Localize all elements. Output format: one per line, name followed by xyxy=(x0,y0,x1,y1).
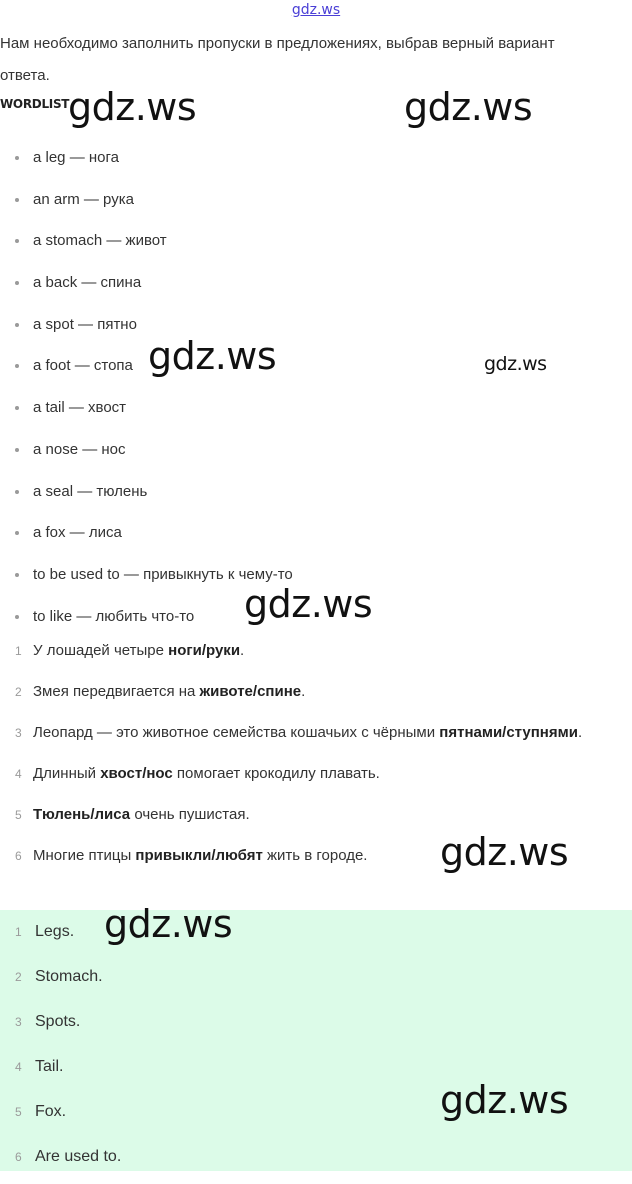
answer-item: 4 Tail. xyxy=(0,1049,632,1094)
bullet-icon xyxy=(15,198,19,202)
watermark: gdz.ws xyxy=(440,1078,569,1122)
task-item: 4 Длинный хвост/нос помогает крокодилу плавать. xyxy=(0,757,632,791)
task-number: 4 xyxy=(15,767,22,781)
answer-item: 3 Spots. xyxy=(0,1004,632,1049)
task-item: 1 У лошадей четыре ноги/руки. xyxy=(0,634,632,668)
task-options: привыкли/любят xyxy=(135,847,263,864)
task-item: 6 Многие птицы привыкли/любят жить в городе. xyxy=(0,839,632,873)
task-item: 2 Змея передвигается на животе/спине. xyxy=(0,675,632,709)
task-number: 6 xyxy=(15,849,22,863)
intro-text: Нам необходимо заполнить пропуски в предложениях, выбрав верный вариант ответа. xyxy=(0,35,555,84)
bullet-icon xyxy=(15,490,19,494)
answer-item: 1 Legs. xyxy=(0,914,632,959)
wordlist-item: a nose — нос xyxy=(0,433,293,475)
bullet-icon xyxy=(15,406,19,410)
wordlist-heading: WORDLIST xyxy=(0,97,70,111)
task-item: 3 Леопард — это животное семейства кошачьих с чёрными пятнами/ступнями. xyxy=(0,716,632,750)
watermark: gdz.ws xyxy=(484,353,547,375)
wordlist-item: a foot — стопа xyxy=(0,349,293,391)
task-options: животе/спине xyxy=(199,683,302,700)
task-options: ноги/руки xyxy=(168,642,241,659)
watermark: gdz.ws xyxy=(244,582,373,626)
wordlist-item: a seal — тюлень xyxy=(0,475,293,517)
watermark: gdz.ws xyxy=(404,85,533,129)
bullet-icon xyxy=(15,323,19,327)
bullet-icon xyxy=(15,364,19,368)
bullet-icon xyxy=(15,448,19,452)
task-options: хвост/нос xyxy=(100,765,173,782)
wordlist-item: a fox — лиса xyxy=(0,516,293,558)
answers-panel xyxy=(0,910,632,1171)
bullet-icon xyxy=(15,615,19,619)
bullet-icon xyxy=(15,239,19,243)
task-number: 2 xyxy=(15,685,22,699)
answer-number: 2 xyxy=(15,970,22,984)
answer-number: 3 xyxy=(15,1015,22,1029)
task-number: 1 xyxy=(15,644,22,658)
task-item: 5 Тюлень/лиса очень пушистая. xyxy=(0,798,632,832)
source-link[interactable]: gdz.ws xyxy=(291,2,341,18)
wordlist-item: to like — любить что-то xyxy=(0,600,293,642)
answer-number: 1 xyxy=(15,925,22,939)
watermark: gdz.ws xyxy=(68,85,197,129)
answer-number: 6 xyxy=(15,1150,22,1164)
answer-item: 5 Fox. xyxy=(0,1094,632,1139)
wordlist-item: a tail — хвост xyxy=(0,391,293,433)
bullet-icon xyxy=(15,156,19,160)
answer-number: 4 xyxy=(15,1060,22,1074)
answer-item: 6 Are used to. xyxy=(0,1139,632,1184)
bullet-icon xyxy=(15,573,19,577)
bullet-icon xyxy=(15,531,19,535)
task-options: пятнами/ступнями xyxy=(439,724,578,741)
task-options: Тюлень/лиса xyxy=(33,806,131,823)
wordlist-item: a spot — пятно xyxy=(0,308,293,350)
task-number: 3 xyxy=(15,726,22,740)
watermark: gdz.ws xyxy=(104,902,233,946)
wordlist-item: an arm — рука xyxy=(0,183,293,225)
wordlist-item: a leg — нога xyxy=(0,141,293,183)
task-number: 5 xyxy=(15,808,22,822)
bullet-icon xyxy=(15,281,19,285)
wordlist-item: a back — спина xyxy=(0,266,293,308)
wordlist-item: to be used to — привыкнуть к чему-то xyxy=(0,558,293,600)
watermark: gdz.ws xyxy=(148,334,277,378)
answer-item: 2 Stomach. xyxy=(0,959,632,1004)
wordlist xyxy=(0,141,293,641)
answer-number: 5 xyxy=(15,1105,22,1119)
wordlist-item: a stomach — живот xyxy=(0,224,293,266)
watermark: gdz.ws xyxy=(440,830,569,874)
answer-list xyxy=(0,910,632,1184)
